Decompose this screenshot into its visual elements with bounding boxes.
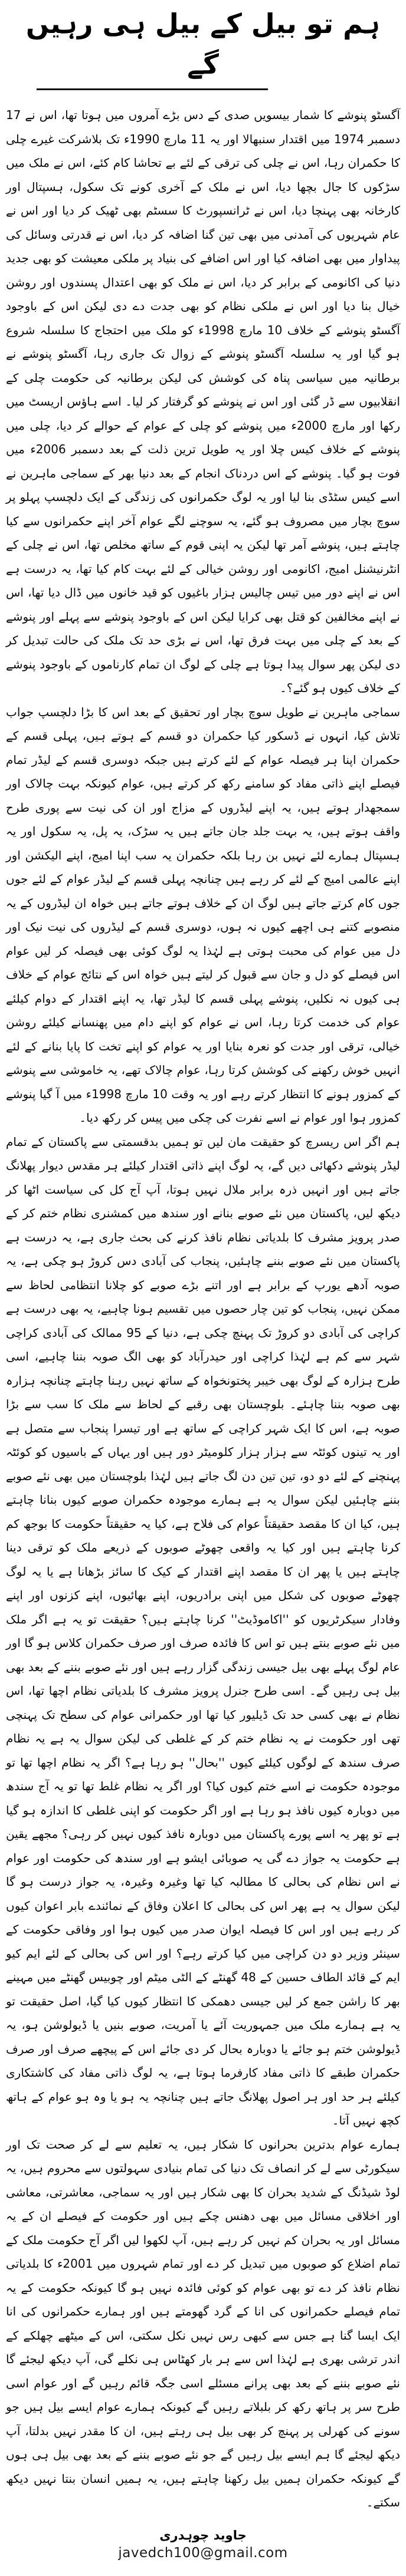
article-headline: ہم تو بیل کے بیل ہی رہیں گے — [25, 8, 381, 80]
article-footer — [6, 2526, 400, 2562]
article-paragraph: سماجی ماہرین نے طویل سوچ بچار اور تحقیق کے بعد اس کا بڑا دلچسپ جواب تلاش کیا، انہوں نے ڈسکور کیا حکمران دو قسم کے ہوتے ہیں، پہلی قسم کے حکمران اپنا ہر فیصلہ عوام کے لئے کرتے ہیں جبکہ دوسری قسم کے لیڈر تمام فیصلے اپنے ذاتی مفاد کو سامنے رکھ کر کرتے ہیں، عوام کیونکہ بہت چالاک اور سمجھدار ہوتے ہیں، یہ اپنے لیڈروں کے مزاج اور ان کی نیت سے پوری طرح واقف ہوتے ہیں، یہ بہت جلد جان جاتے ہیں یہ سڑک، یہ پل، یہ سکول اور یہ ہسپتال ہمارے لئے نہیں بن رہا بلکہ حکمران یہ سب اپنا امیج، اپنے الیکشن اور اپنے عالمی امیج کے لئے کر رہے ہیں چنانچہ پہلی قسم کے لیڈر عوام کے لئے جوں جوں کام کرتے جاتے ہیں لوگ ان کے خلاف ہوتے جاتے ہیں خواہ ان لیڈروں کے یہ منصوبے کتنے ہی اچھے کیوں نہ ہوں، دوسری قسم کے لیڈروں کی نیت نیک اور دل میں عوام کی محبت ہوتی ہے لہٰذا یہ لوگ کوئی بھی فیصلہ کر لیں عوام اس فیصلے کو دل و جان سے قبول کر لیتے ہیں خواہ اس کے نتائج عوام کے خلاف ہی کیوں نہ نکلیں، پنوشے پہلی قسم کا لیڈر تھا، یہ اپنے اقتدار کے دوام کیلئے عوام کی خدمت کرتا رہا، اس نے عوام کو اپنے دام میں پھنسانے کیلئے روشن خیالی، ترقی اور جدت کو نعرہ بنایا اور یہ عوام کو اپنے تخت کا پایا بنانے کے لئے انہیں خوش رکھنے کی کوشش کرتا رہا، عوام چالاک تھے، یہ خاموشی سے پنوشے کے کمزور ہونے کا انتظار کرتے رہے اور یہ وقت 10 مارچ 1998ء میں آ گیا پنوشے کمزور ہوا اور عوام نے اسے نفرت کی چکی میں پیس کر رکھ دیا۔ — [6, 704, 400, 1125]
article-paragraph: ہمارے عوام بدترین بحرانوں کا شکار ہیں، یہ تعلیم سے لے کر صحت تک اور سیکورٹی سے لے کر انصاف تک دنیا کی تمام بنیادی سہولتوں سے محروم ہیں، یہ لوڈ شیڈنگ کے شدید بحران کا بھی شکار ہیں اور یہ سماجی، معاشرتی، معاشی اور اخلاقی مسائل میں بھی دھنس چکے ہیں اور حکومت کے فیصلے ان کے یہ مسائل اور یہ بحران کم نہیں کر رہے ہیں، آپ لکھوا لیں اگر آج حکومت ملک کے تمام اضلاع کو صوبوں میں تبدیل کر دے اور تمام شہروں میں 2001ء کا بلدیاتی نظام نافذ کر دے تو بھی عوام کو کوئی فائدہ نہیں ہو گا کیونکہ حکومت کے یہ تمام فیصلے حکمرانوں کی انا کے گرد گھومتے ہیں اور ہمارے حکمرانوں کی انا ایک ایسا گنا ہے جس سے کبھی رس نہیں نکل سکتی، اس کے میٹھے چھلکے کے اندر ترشی بھری ہے لہٰذا اس سے ہر بار کھٹاس ہی نکلے گی، آپ دیکھ لیجئے گا نئے صوبے بننے کے بعد بھی پرانے مسئلے اسی جگہ قائم رہیں گے اور عوام اسی طرح سر پر ہاتھ رکھ کر بلبلاتے رہیں گے کیونکہ ہمارے عوام ایسے بیل ہیں جو سونے کی کھرلی پر پہنچ کر بھی بیل ہی رہتے ہیں، ان کا مقدر نہیں بدلتا، آپ دیکھ لیجئے گا ہم ایسے بیل رہیں گے جو نئے صوبے بننے کے بعد بھی بیل ہی ہوں گے کیونکہ حکمران ہمیں بیل رکھنا چاہتے ہیں، یہ ہمیں انسان بنتا نہیں دیکھ سکتے۔ — [6, 2137, 400, 2509]
author-email: javedch100@gmail.com — [118, 2545, 288, 2561]
author-name: جاوید چوہدری — [159, 2528, 247, 2542]
article-paragraph: آگسٹو پنوشے کا شمار بیسویں صدی کے دس بڑے آمروں میں ہوتا تھا، اس نے 17 دسمبر 1974 میں اقتدار سنبھالا اور یہ 11 مارچ 1990ء تک بلاشرکت غیرے چلی کا حکمران رہا، اس نے چلی کی ترقی کے لئے بے تحاشا کام کئے، اس نے ملک میں سڑکوں کا جال بچھا دیا، اس نے ملک کے آخری کونے تک سکول، ہسپتال اور کارخانہ بھی پہنچا دیا، اس نے ٹرانسپورٹ کا سسٹم بھی ٹھیک کر دیا اور اس نے عام شہریوں کی آمدنی میں بھی تین گنا اضافہ کر دیا، اس نے قدرتی وسائل کی پیداوار میں بھی اضافہ کیا اور اس اضافے کی بنیاد پر ملکی معیشت کو بھی جدید دنیا کی اکانومی کے برابر کر دیا، اس نے ملک کو بھی اعتدال پسندوں اور روشن خیال بنا دیا اور اس نے ملکی نظام کو بھی جدت دے دی لیکن اس کے باوجود آگسٹو پنوشے کے خلاف 10 مارچ 1998ء کو ملک میں احتجاج کا سلسلہ شروع ہو گیا اور یہ سلسلہ آگسٹو پنوشے کے زوال تک جاری رہا، آگسٹو پنوشے نے برطانیہ میں سیاسی پناہ کی کوشش کی لیکن برطانیہ کی حکومت چلی کے انقلابیوں سے ڈر گئی اور اس نے پنوشے کو گرفتار کر لیا۔ اسے ہاؤس اریسٹ میں رکھا اور مارچ 2000ء میں پنوشے کو چلی کے عوام کے حوالے کر دیا، چلی میں پنوشے کے خلاف کیس چلا اور یہ طویل ترین ذلت کے بعد دسمبر 2006ء میں فوت ہو گیا۔ پنوشے کے اس دردناک انجام کے بعد دنیا بھر کے سماجی ماہرین نے اسے کیس سٹڈی بنا لیا اور یہ لوگ حکمرانوں کی زندگی کے ایک دلچسپ پہلو پر سوچ بچار میں مصروف ہو گئے، یہ سوچنے لگے عوام آخر اپنے حکمرانوں سے کیا چاہتے ہیں، پنوشے آمر تھا لیکن یہ اپنی قوم کے ساتھ مخلص تھا، اس نے چلی کے انٹرنیشنل امیج، اکانومی اور روشن خیالی کے لئے بہت کام کیا تھا، یہ درست ہے اس نے اپنے دور میں تیس چالیس ہزار باغیوں کو قید خانوں میں ڈال دیا تھا، اس نے اپنے مخالفین کو قتل بھی کرایا لیکن اس کے باوجود پنوشے سے پہلے اور پنوشے کے بعد کے چلی میں بہت فرق تھا، اس نے بڑی حد تک ملک کی حالت تبدیل کر دی لیکن پھر سوال پیدا ہوتا ہے چلی کے لوگ ان تمام کارناموں کے باوجود پنوشے کے خلاف کیوں ہو گئے؟۔ — [6, 108, 401, 695]
article-paragraph: ہم اگر اس ریسرچ کو حقیقت مان لیں تو ہمیں بدقسمتی سے پاکستان کے تمام لیڈر پنوشے دکھائی دیں گے، یہ لوگ اپنے ذاتی اقتدار کیلئے ہر مقدس دیوار پھلانگ جاتے ہیں اور انہیں ذرہ برابر ملال نہیں ہوتا، آپ آج کل کی سیاست اٹھا کر دیکھ لیں، پاکستان میں نئے صوبے بنانے اور سندھ میں کمشنری نظام ختم کر کے صدر پرویز مشرف کا بلدیاتی نظام نافذ کرنے کی بحث جاری ہے، یہ درست ہے پاکستان میں نئے صوبے بننے چاہئیں، پنجاب کی آبادی دس کروڑ ہو چکی ہے، یہ صوبہ آدھے یورپ کے برابر ہے اور اتنے بڑے صوبے کو چلانا انتظامی لحاظ سے ممکن نہیں، پنجاب کو تین چار حصوں میں تقسیم ہونا چاہیے، یہ بھی درست ہے کراچی کی آبادی دو کروڑ تک پہنچ چکی ہے، دنیا کے 95 ممالک کی آبادی کراچی شہر سے کم ہے لہٰذا کراچی اور حیدرآباد کو بھی الگ صوبہ بننا چاہیے، اسی طرح ہزارہ کے لوگ بھی خیبر پختونخواہ کے ساتھ نہیں رہنا چاہتے چنانچہ ہزارہ بھی صوبہ بننا چاہئے۔ بلوچستان بھی رقبے کے لحاظ سے ملک کا سب سے بڑا صوبہ ہے، اس کا ایک شہر کراچی کے ساتھ ہے اور تیسرا پنجاب سے متصل ہے اور یہ تینوں کوئٹہ سے ہزار ہزار کلومیٹر دور ہیں اور یہاں کے باسیوں کو کوئٹہ پہنچنے کے لئے دو دو، تین تین دن لگ جاتے ہیں لہٰذا بلوچستان میں بھی نئے صوبے بننے چاہئیں لیکن سوال یہ ہے ہمارے موجودہ حکمران صوبے کیوں بنانا چاہتے ہیں، کیا ان کا مقصد حقیقتاً عوام کی فلاح ہے، کیا یہ حقیقتاً حکومت کا بوجھ کم کرنا چاہتے ہیں اور کیا یہ واقعی چھوٹے صوبوں کے ذریعے ملک کو ترقی دینا چاہتے ہیں یا پھر ان کا مقصد اپنے اقتدار کے کیک کا سائز بڑھانا ہے یا یہ لوگ چھوٹے صوبوں کی شکل میں اپنی برادریوں، اپنے بھائیوں، اپنے کزنوں اور اپنے وفادار سیکرٹریوں کو ''اکاموڈیٹ'' کرنا چاہتے ہیں؟ حقیقت تو یہ ہے اگر ملک میں نئے صوبے بنتے ہیں تو اس کا فائدہ صرف اور صرف حکمران کلاس ہو گا اور عام لوگ پہلے بھی بیل جیسی زندگی گزار رہے ہیں اور نئے صوبے بننے کے بعد بھی بیل ہی رہیں گے۔ اسی طرح جنرل پرویز مشرف کا بلدیاتی نظام اچھا تھا، اس نظام نے بھی کسی حد تک ڈیلیور کیا تھا اور حکمرانی عوام کی سطح تک پہنچی تھی اور حکومت نے یہ نظام ختم کر کے غلطی کی لیکن سوال یہ ہے یہ نظام صرف سندھ کے لوگوں کیلئے کیوں ''بحال'' ہو رہا ہے؟ اگر یہ نظام اچھا تھا تو موجودہ حکومت نے اسے ختم کیوں کیا؟ اور اگر یہ نظام غلط تھا تو یہ آج سندھ میں دوبارہ کیوں نافذ ہو رہا ہے اور اگر حکومت کو اپنی غلطی کا اندازہ ہو گیا ہے تو پھر یہ اسے پورے پاکستان میں دوبارہ نافذ کیوں نہیں کر رہی؟ مجھے یقین ہے حکومت یہ جواز دے گی یہ صوبائی ایشو ہے اور سندھ کی حکومت اور عوام نے اس نظام کی بحالی کا مطالبہ کیا تھا وغیرہ وغیرہ، یہ جواز درست ہو گا لیکن سوال یہ ہے پھر اس کی بحالی کا اعلان وفاق کے نمائندے بابر اعوان کیوں کر رہے ہیں اور اس کا فیصلہ ایوان صدر میں کیوں ہوا اور وفاقی حکومت کے سینئر وزیر دو دن کراچی میں کیا کرتے رہے؟ اور اس کی بحالی کے لئے ایم کیو ایم کے قائد الطاف حسین کے 48 گھنٹے کے الٹی میٹم اور چوبیس گھنٹے میں مہینے بھر کا راشن جمع کر لیں جیسی دھمکی کا انتظار کیوں کیا گیا، اصل حقیقت تو یہ ہے ہمارے ملک میں جمہوریت آئے یا آمریت، صوبے بنیں یا ڈیولوشن ہو، یہ ڈیولوشن ختم ہو جائے یا دوبارہ بحال کر دی جائے اس کے پیچھے صرف اور صرف حکمران طبقے کا ذاتی مفاد کارفرما ہوتا ہے، یہ لوگ ذاتی مفاد کی کاشتکاری کیلئے ہر حد اور ہر اصول پھلانگ جاتے ہیں چنانچہ یہ ہو یا وہ ہو عوام کے ہاتھ کچھ نہیں آتا۔ — [6, 1134, 401, 2127]
article-body — [6, 103, 400, 2515]
headline-divider — [37, 88, 268, 90]
